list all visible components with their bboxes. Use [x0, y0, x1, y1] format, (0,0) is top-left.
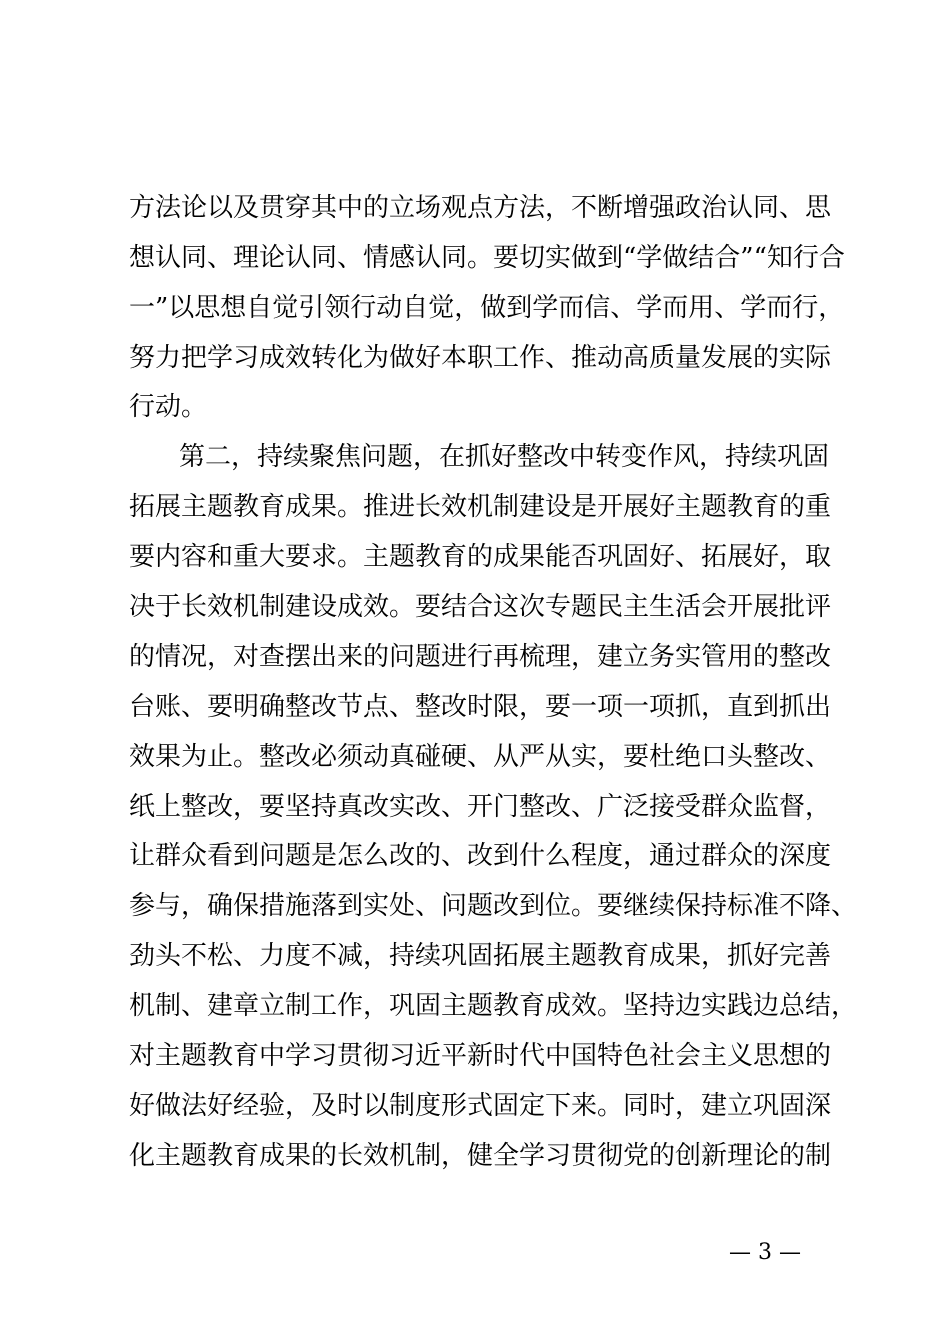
- text-line: 想认同、理论认同、情感认同。要切实做到“学做结合”“知行合: [129, 243, 845, 273]
- page-number: — 3 —: [729, 1240, 801, 1265]
- text-line: 的情况，对查摆出来的问题进行再梳理，建立务实管用的整改: [129, 642, 832, 672]
- text-line: 让群众看到问题是怎么改的、改到什么程度，通过群众的深度: [129, 841, 832, 871]
- paragraph-first-line: 第二，持续聚焦问题，在抓好整改中转变作风，持续巩固: [179, 442, 830, 472]
- text-line: 好做法好经验，及时以制度形式固定下来。同时，建立巩固深: [129, 1091, 832, 1121]
- text-line: 机制、建章立制工作，巩固主题教育成效。坚持边实践边总结，: [129, 991, 858, 1021]
- text-line: 台账、要明确整改节点、整改时限，要一项一项抓，直到抓出: [129, 692, 832, 722]
- text-line: 努力把学习成效转化为做好本职工作、推动高质量发展的实际: [129, 343, 832, 373]
- text-line: 对主题教育中学习贯彻习近平新时代中国特色社会主义思想的: [129, 1041, 832, 1071]
- text-line: 纸上整改，要坚持真改实改、开门整改、广泛接受群众监督，: [129, 792, 832, 822]
- text-line: 一”以思想自觉引领行动自觉，做到学而信、学而用、学而行，: [129, 293, 845, 323]
- text-line: 行动。: [129, 392, 208, 422]
- text-line: 化主题教育成果的长效机制，健全学习贯彻党的创新理论的制: [129, 1141, 832, 1171]
- text-line: 要内容和重大要求。主题教育的成果能否巩固好、拓展好，取: [129, 542, 832, 572]
- text-line: 决于长效机制建设成效。要结合这次专题民主生活会开展批评: [129, 592, 832, 622]
- text-line: 劲头不松、力度不减，持续巩固拓展主题教育成果，抓好完善: [129, 941, 832, 971]
- text-line: 方法论以及贯穿其中的立场观点方法，不断增强政治认同、思: [129, 193, 832, 223]
- text-line: 效果为止。整改必须动真碰硬、从严从实，要杜绝口头整改、: [129, 742, 832, 772]
- text-line: 参与，确保措施落到实处、问题改到位。要继续保持标准不降、: [129, 891, 858, 921]
- text-line: 拓展主题教育成果。推进长效机制建设是开展好主题教育的重: [129, 492, 832, 522]
